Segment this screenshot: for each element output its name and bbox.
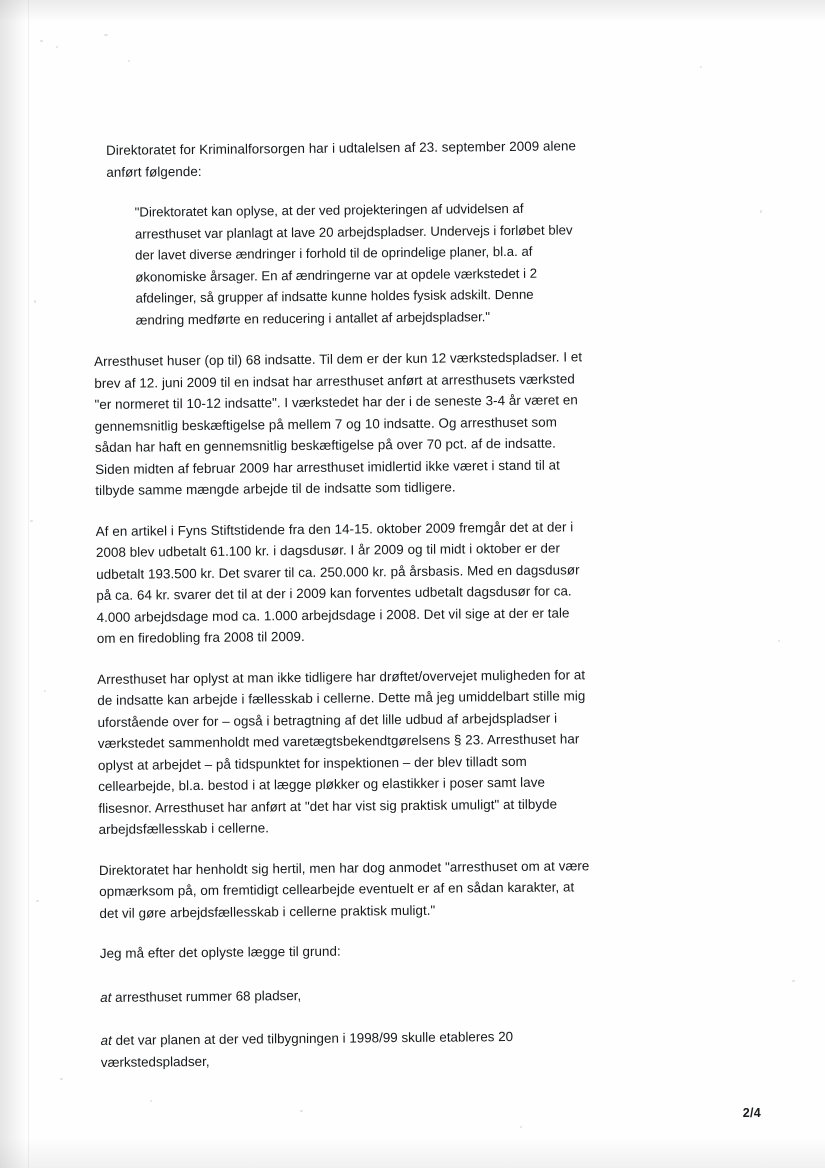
paragraph-intro: Direktoratet for Kriminalforsorgen har i udtalelsen af 23. september 2009 alene anført følgende: (106, 138, 577, 180)
scan-speck (104, 34, 108, 36)
scan-speck (700, 66, 702, 68)
paragraph-arresthuset-kapacitet: Arresthuset huser (op til) 68 indsatte. Til dem er der kun 12 værkstedspladser. I et brev af 12. juni 2009 til en indsat har arresthuset anført at arresthusets værksted "er normeret til 10-12 indsatte". I værkstedet har der i de seneste 3-4 år været en gennemsnitlig beskæftigelse på mellem 7 og 10 indsatte. Og arresthuset som sådan har haft en gennemsnitlig beskæftigelse på over 70 pct. af de indsatte. Siden midten af februar 2009 har arresthuset imidlertid ikke været i stand til at tilbyde samme mængde arbejde til de indsatte som tidligere. (94, 349, 583, 498)
scan-fold-line (28, 0, 29, 1168)
scan-speck (34, 300, 36, 303)
scan-speck (44, 690, 46, 692)
scan-edge-shadow-bottom (0, 1138, 825, 1168)
at-text: det var planen at der ved tilbygningen i 1998/99 skulle etableres 20 værkstedspladser, (100, 1029, 514, 1070)
paragraph-cellearbejde: Arresthuset har oplyst at man ikke tidligere har drøftet/overvejet muligheden for at de indsatte kan arbejde i fællesskab i cellerne. Dette må jeg umiddelbart stille mig uforstående over for – også i betragtning af det lille udbud af arbejdspladser i værkstedet sammenholdt med varetægtsbekendtgørelsens § 23. Arresthuset har oplyst at arbejdet – på tidspunktet for inspektionen – der blev tilladt som cellearbejde, bl.a. bestod i at lægge pløkker og elastikker i poser samt lave flisesnor. Arresthuset har anført at "det har vist sig praktisk umuligt" at tilbyde arbejdsfællesskab i cellerne. (97, 666, 586, 837)
scan-edge-shadow-top (0, 0, 825, 22)
at-text: arresthuset rummer 68 pladser, (111, 987, 302, 1005)
scan-speck (792, 980, 795, 982)
blockquote-direktoratet: "Direktoratet kan oplyse, at der ved projekteringen af udvidelsen af arresthuset var planlagt at lave 20 arbejdspladser. Undervejs i forløbet blev der lavet diverse ændringer i forhold til de oprindelige planer, bl.a. af økonomiske årsager. En af ændringerne var at opdele værkstedet i 2 afdelinger, så grupper af indsatte kunne holdes fysisk adskilt. Denne ændring medførte en reducering i antallet af arbejdspladser." (134, 200, 573, 328)
paragraph-lead-in: Jeg må efter det oplyste lægge til grund: (99, 943, 341, 961)
document-text-body (92, 135, 611, 1095)
scan-speck (760, 210, 762, 213)
scan-speck (150, 1100, 152, 1102)
at-marker: at (100, 1032, 112, 1048)
scan-edge-shadow-left (0, 0, 26, 1168)
paragraph-direktoratet-henholdt: Direktoratet har henholdt sig hertil, men har dog anmodet "arresthuset om at være opmærksom på, om fremtidigt cellearbejde eventuelt er af en sådan karakter, at det vil gøre arbejdsfællesskab i cellerne praktisk muligt." (98, 857, 590, 921)
scan-speck (520, 1126, 522, 1128)
at-marker: at (100, 989, 112, 1005)
list-item-at-1 (100, 982, 592, 1008)
paragraph-artikel-fyns-stiftstidende: Af en artikel i Fyns Stiftstidende fra den 14-15. oktober 2009 fremgår det at der i 2008 blev udbetalt 61.100 kr. i dagsdusør. I år 2009 og til midt i oktober er der udbetalt 193.500 kr. Det svarer til ca. 250.000 kr. på årsbasis. Med en dagsdusør på ca. 64 kr. svarer det til at der i 2009 kan forventes udbetalt dagsdusør for ca. 4.000 arbejdsdage mod ca. 1.000 arbejdsdage i 2008. Det vil sige at der er tale om en firedobling fra 2008 til 2009. (95, 518, 580, 646)
scan-speck (60, 1078, 63, 1080)
scan-speck (300, 1110, 303, 1112)
list-item-at-2 (101, 1025, 593, 1073)
scan-speck (778, 640, 780, 642)
page-number: 2/4 (742, 1106, 761, 1120)
scan-speck (128, 60, 130, 62)
scan-speck (30, 520, 33, 522)
scan-speck (40, 40, 43, 42)
scan-speck (36, 900, 39, 902)
scan-speck (56, 46, 58, 48)
